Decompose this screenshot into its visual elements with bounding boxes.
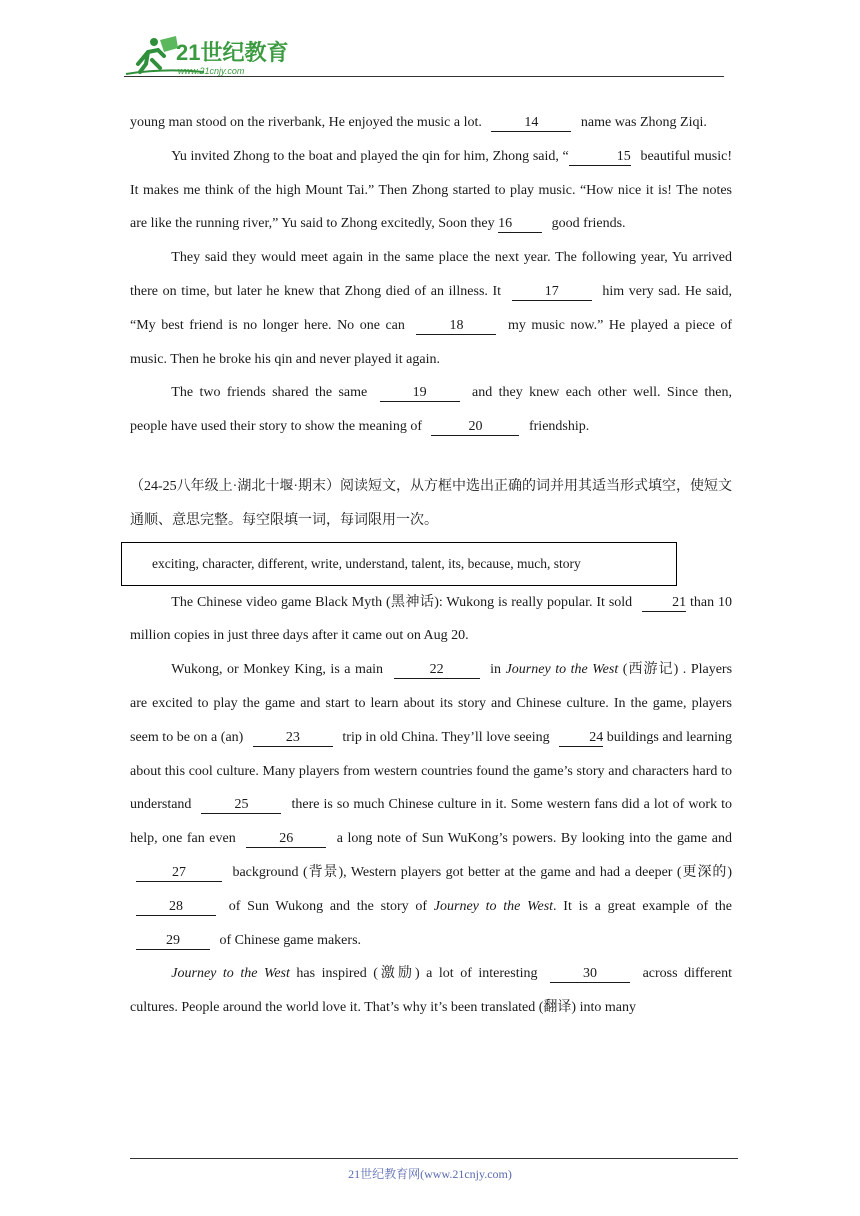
text: my music now.” He played a piece of music. Then he broke his qin and never played it again. [130, 317, 733, 367]
blank-21: 21 [642, 595, 686, 612]
text: of Sun Wukong and the story of [228, 898, 428, 914]
text: across different cultures. People around the world love it. That’s why it’s been translated (翻译) into many [130, 966, 733, 1016]
text: They said they would meet again in the same place the next year. The following year, Yu arrived there on time, but later he knew that Zhong died of an illness. It [130, 250, 732, 299]
header-divider [124, 76, 724, 77]
text: friendship. [528, 419, 590, 435]
blank-23: 23 [253, 730, 333, 747]
blank-24: 24 [559, 730, 603, 747]
blank-22: 22 [394, 662, 480, 679]
blank-17: 17 [512, 284, 592, 301]
blank-26: 26 [246, 831, 326, 848]
footer-divider [130, 1158, 738, 1159]
text: him very sad. He said, “My best friend is no longer here. No one can [130, 283, 733, 333]
logo-text: 21世纪教育 [176, 40, 289, 65]
exercise-instruction: （24-25八年级上·湖北十堰·期末）阅读短文，从方框中选出正确的词并用其适当形式填空，使短文通顺、意思完整。每空限填一词，每词限用一次。 [130, 478, 732, 528]
text: trip in old China. They’ll love seeing [342, 729, 550, 745]
text: The Chinese video game Black Myth (黑神话): Wukong is really popular. It sold [171, 594, 633, 610]
passage1-paragraph1 [130, 106, 732, 140]
blank-30: 30 [550, 966, 630, 983]
passage1-paragraph3 [130, 241, 732, 376]
text: The two friends shared the same [171, 385, 368, 401]
text: Yu invited Zhong to the boat and played the qin for him, Zhong said, “ [171, 148, 569, 164]
blank-20: 20 [431, 419, 519, 436]
text: of Chinese game makers. [219, 932, 362, 948]
text: there is so much Chinese culture in it. Some western fans did a lot of work to help, one fan even [130, 797, 733, 847]
blank-19: 19 [380, 385, 460, 402]
document-body [130, 106, 732, 1025]
passage2-paragraph2 [130, 653, 732, 957]
blank-28: 28 [136, 899, 216, 916]
text: has inspired (激励) a lot of interesting [296, 966, 538, 982]
book-title: Journey to the West [505, 662, 619, 678]
text: and they knew each other well. Since then, people have used their story to show the meaning of [130, 385, 733, 435]
book-title: Journey to the West [171, 966, 290, 982]
passage1-paragraph2 [130, 140, 732, 241]
blank-16: 16 [498, 216, 542, 233]
passage2-paragraph3 [130, 957, 732, 1025]
text: (西游记) . Players are excited to play the game and start to learn about its story and Chinese culture. In the game, players seem to be on a (an) [130, 662, 733, 745]
text: beautiful music! It makes me think of the high Mount Tai.” Then Zhong started to play music. “How nice it is! The notes are like the running river,” Yu said to Zhong excitedly, Soon they [130, 148, 732, 232]
text: . It is a great example of the [553, 898, 733, 914]
passage1-paragraph4 [130, 376, 732, 444]
text: name was Zhong Ziqi. [580, 115, 707, 130]
footer-text: 21世纪教育网(www.21cnjy.com) [348, 1167, 512, 1181]
blank-14: 14 [491, 115, 571, 132]
blank-18: 18 [416, 318, 496, 335]
blank-27: 27 [136, 865, 222, 882]
book-title: Journey to the West [433, 898, 554, 914]
text: good friends. [551, 216, 626, 232]
text: than 10 million copies in just three days after it came out on Aug 20. [130, 594, 733, 644]
text: a long note of Sun WuKong’s powers. By looking into the game and [336, 831, 733, 847]
blank-15: 15 [569, 149, 631, 166]
word-bank: exciting, character, different, write, understand, talent, its, because, much, story [152, 555, 581, 571]
blank-25: 25 [201, 797, 281, 814]
text: background (背景), Western players got better at the game and had a deeper (更深的) [232, 864, 732, 880]
word-bank-box [121, 542, 677, 586]
text: Wukong, or Monkey King, is a main [171, 662, 384, 678]
blank-29: 29 [136, 933, 210, 950]
text: buildings and learning about this cool culture. Many players from western countries found the game’s story and characters hard to understand [130, 729, 733, 813]
logo-url: www.21cnjy.com [178, 66, 245, 76]
text: young man stood on the riverbank, He enjoyed the music a lot. [130, 115, 482, 130]
text: in [490, 662, 502, 678]
passage2-paragraph1 [130, 586, 732, 654]
site-logo [124, 34, 294, 78]
